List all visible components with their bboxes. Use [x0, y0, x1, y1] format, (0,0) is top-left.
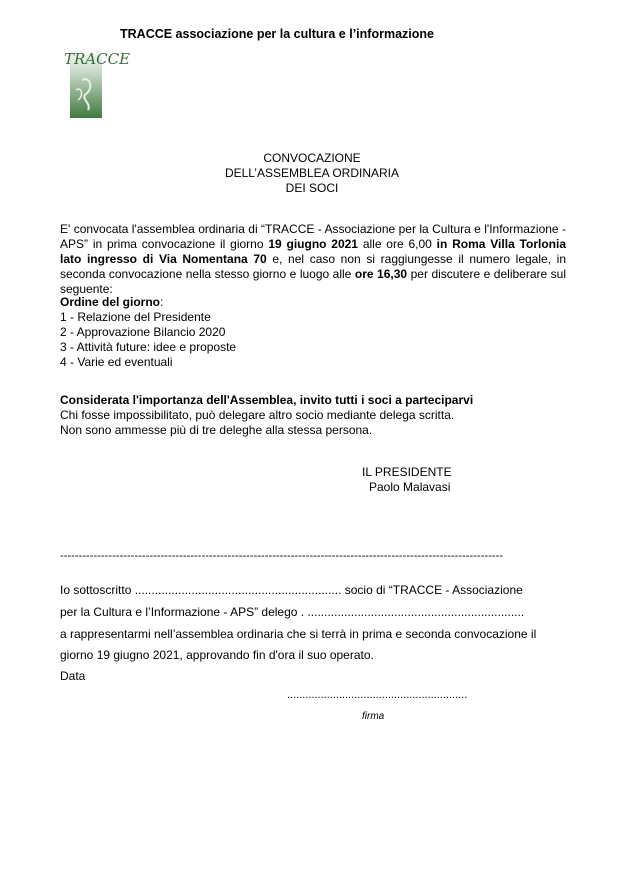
delega-line-2: per la Cultura e l’Informazione - APS” delego . .................................................................: [60, 605, 525, 619]
meeting-place: in Roma Villa Torlonia lato ingresso di Via Nomentana 70: [60, 237, 566, 266]
intro-text-4: per discutere e deliberare sul seguente:: [60, 267, 567, 296]
logo-text: TRACCE: [64, 50, 131, 68]
delega-line-1: Io sottoscritto .............................................................. socio di “TRACCE - Associazione: [60, 583, 523, 597]
delega-line-3: a rappresentarmi nell’assemblea ordinaria che si terrà in prima e seconda convocazione il: [60, 627, 537, 641]
agenda-colon: :: [160, 295, 164, 309]
intro-paragraph: [60, 222, 566, 297]
convocation-line-1: CONVOCAZIONE: [263, 151, 361, 165]
tracce-logo: [62, 40, 131, 118]
signature-label: firma: [362, 711, 385, 722]
president-title: IL PRESIDENTE: [362, 465, 452, 479]
president-name: Paolo Malavasi: [369, 480, 451, 494]
agenda-item: 4 - Varie ed eventuali: [60, 355, 173, 369]
intro-text-3: e, nel caso non si raggiungesse il numero legale, in seconda convocazione nella stesso giorno e luogo alle: [60, 252, 567, 281]
agenda-item: 2 - Approvazione Bilancio 2020: [60, 325, 226, 339]
date-label: Data: [60, 669, 86, 683]
agenda-heading: Ordine del giorno: [60, 295, 161, 309]
convocation-line-2: DELL’ASSEMBLEA ORDINARIA: [224, 166, 400, 180]
participation-note: [60, 393, 473, 438]
signature-block: [362, 465, 452, 495]
delegation-text: Chi fosse impossibilitato, può delegare altro socio mediante delega scritta.: [60, 408, 455, 422]
second-call-time: ore 16,30: [354, 267, 408, 281]
intro-text-1: E' convocata l'assemblea ordinaria di “TRACCE - Associazione per la Cultura e l'Informazione - APS” in prima convocazione il giorno: [60, 222, 566, 251]
convocation-heading: [0, 151, 624, 196]
agenda-item: 1 - Relazione del Presidente: [60, 310, 211, 324]
invitation-text: Considerata l'importanza dell'Assemblea, invito tutti i soci a parteciparvi: [60, 393, 474, 407]
organization-title: TRACCE associazione per la cultura e l’informazione: [120, 27, 434, 41]
intro-text-2: alle ore 6,00: [358, 237, 437, 251]
signature-line: ...........................................................: [287, 689, 468, 701]
delega-line-4: giorno 19 giugno 2021, approvando fin d'ora il suo operato.: [60, 648, 374, 662]
meeting-date: 19 giugno 2021: [268, 237, 358, 251]
agenda: [60, 295, 236, 370]
agenda-item: 3 - Attività future: idee e proposte: [60, 340, 237, 354]
convocation-line-3: DEI SOCI: [285, 181, 339, 195]
cut-line: -----------------------------------------------------------------------------------------------------------------------: [60, 550, 504, 562]
delegation-limit-text: Non sono ammesse più di tre deleghe alla stessa persona.: [60, 423, 373, 437]
